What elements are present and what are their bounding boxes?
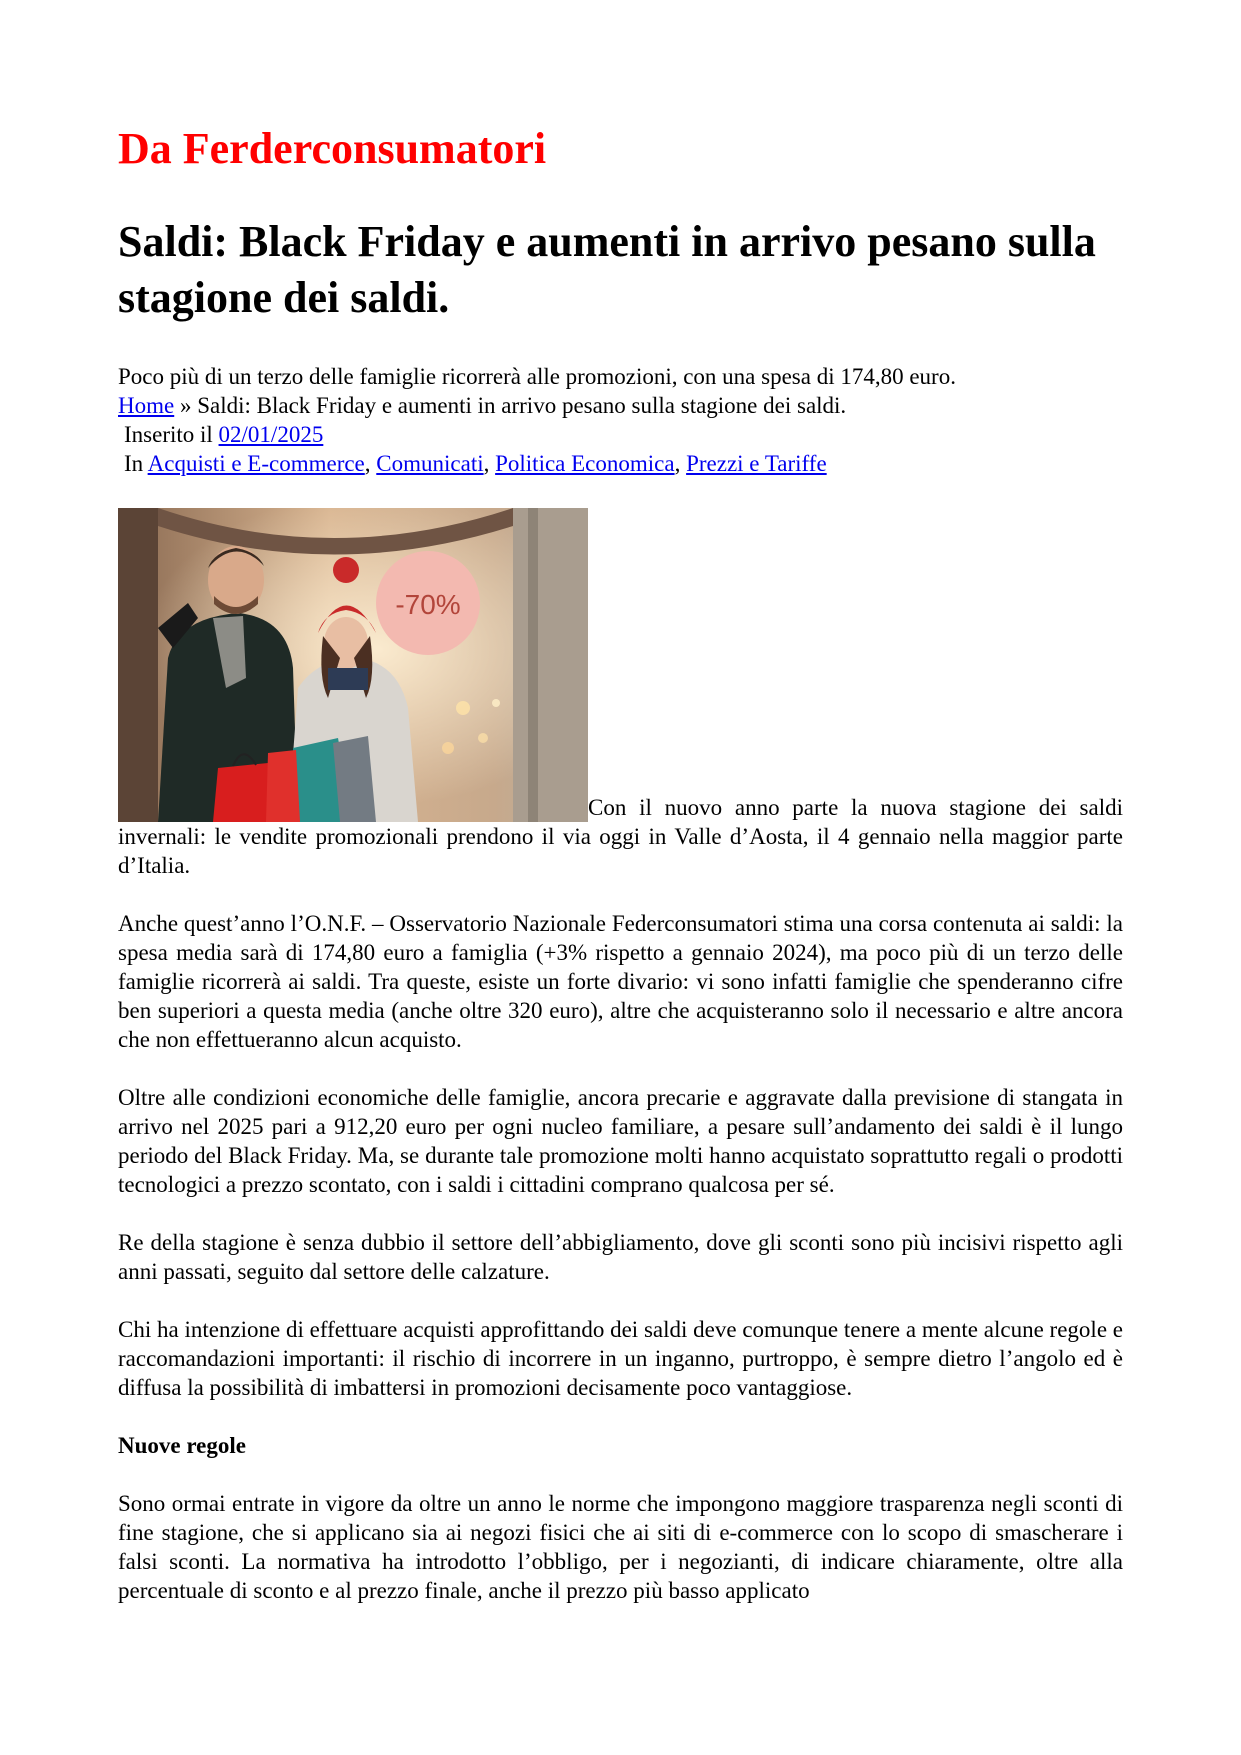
category-separator: ,: [483, 451, 496, 476]
category-link-acquisti[interactable]: Acquisti e E-commerce: [147, 451, 365, 476]
article-paragraph-1: [118, 508, 1123, 880]
category-separator: ,: [674, 451, 687, 476]
posted-date-link[interactable]: 02/01/2025: [218, 422, 324, 447]
breadcrumb-home-link[interactable]: Home: [118, 393, 175, 418]
article-paragraph-2: Anche quest’anno l’O.N.F. – Osservatorio Nazionale Federconsumatori stima una corsa contenuta ai saldi: la spesa media sarà di 174,80 euro a famiglia (+3% rispetto a gennaio 2024), ma poco più di un terzo delle famiglie ricorrerà ai saldi. Tra queste, esiste un forte divario: vi sono infatti famiglie che spenderanno cifre ben superiori a questa media (anche oltre 320 euro), altre che acquisteranno solo il necessario e altre ancora che non effettueranno alcun acquisto.: [118, 911, 1123, 1052]
breadcrumb-current: » Saldi: Black Friday e aumenti in arrivo pesano sulla stagione dei saldi.: [174, 393, 847, 418]
article-body: [118, 508, 1123, 1605]
section-subhead: Nuove regole: [118, 1433, 246, 1458]
category-link-politica-economica[interactable]: Politica Economica: [495, 451, 675, 476]
article-paragraph-3: Oltre alle condizioni economiche delle famiglie, ancora precarie e aggravate dalla previsione di stangata in arrivo nel 2025 pari a 912,20 euro per ogni nucleo familiare, a pesare sull’andamento dei saldi è il lungo periodo del Black Friday. Ma, se durante tale promozione molti hanno acquistato soprattutto regali o prodotti tecnologici a prezzo scontato, con i saldi i cittadini comprano qualcosa per sé.: [118, 1085, 1123, 1197]
discount-sign-text: -70%: [395, 589, 461, 620]
categories-line: [118, 449, 1123, 478]
article-headline: Saldi: Black Friday e aumenti in arrivo pesano sulla stagione dei saldi.: [118, 217, 1096, 322]
category-separator: ,: [364, 451, 377, 476]
article-paragraph-4: Re della stagione è senza dubbio il settore dell’abbigliamento, dove gli sconti sono più incisivi rispetto agli anni passati, seguito dal settore delle calzature.: [118, 1230, 1123, 1284]
article-paragraph-6: Sono ormai entrate in vigore da oltre un anno le norme che impongono maggiore trasparenza negli sconti di fine stagione, che si applicano sia ai negozi fisici che ai siti di e-commerce con lo scopo di smascherare i falsi sconti. La normativa ha introdotto l’obbligo, per i negozianti, di indicare chiaramente, oltre alla percentuale di sconto e al prezzo finale, anche il prezzo più basso applicato: [118, 1491, 1123, 1603]
posted-label: Inserito il: [124, 422, 219, 447]
article-meta: [118, 362, 1123, 478]
breadcrumb: [118, 391, 1123, 420]
article-paragraph-5: Chi ha intenzione di effettuare acquisti approfittando dei saldi deve comunque tenere a mente alcune regole e raccomandazioni importanti: il rischio di incorrere in un inganno, purtroppo, è sempre dietro l’angolo ed è diffusa la possibilità di imbattersi in promozioni decisamente poco vantaggiose.: [118, 1317, 1123, 1400]
article-summary: Poco più di un terzo delle famiglie ricorrerà alle promozioni, con una spesa di 174,80 euro.: [118, 364, 956, 389]
document-page: [118, 120, 1123, 1634]
category-link-prezzi-tariffe[interactable]: Prezzi e Tariffe: [686, 451, 827, 476]
source-title: Da Ferderconsumatori: [118, 124, 547, 173]
category-link-comunicati[interactable]: Comunicati: [376, 451, 484, 476]
categories-label: In: [124, 451, 148, 476]
article-paragraph-1-text: Con il nuovo anno parte la nuova stagione dei saldi invernali: le vendite promozionali prendono il via oggi in Valle d’Aosta, il 4 gennaio nella maggior parte d’Italia.: [118, 795, 1123, 878]
posted-line: [118, 420, 1123, 449]
shopping-photo: [118, 508, 588, 822]
